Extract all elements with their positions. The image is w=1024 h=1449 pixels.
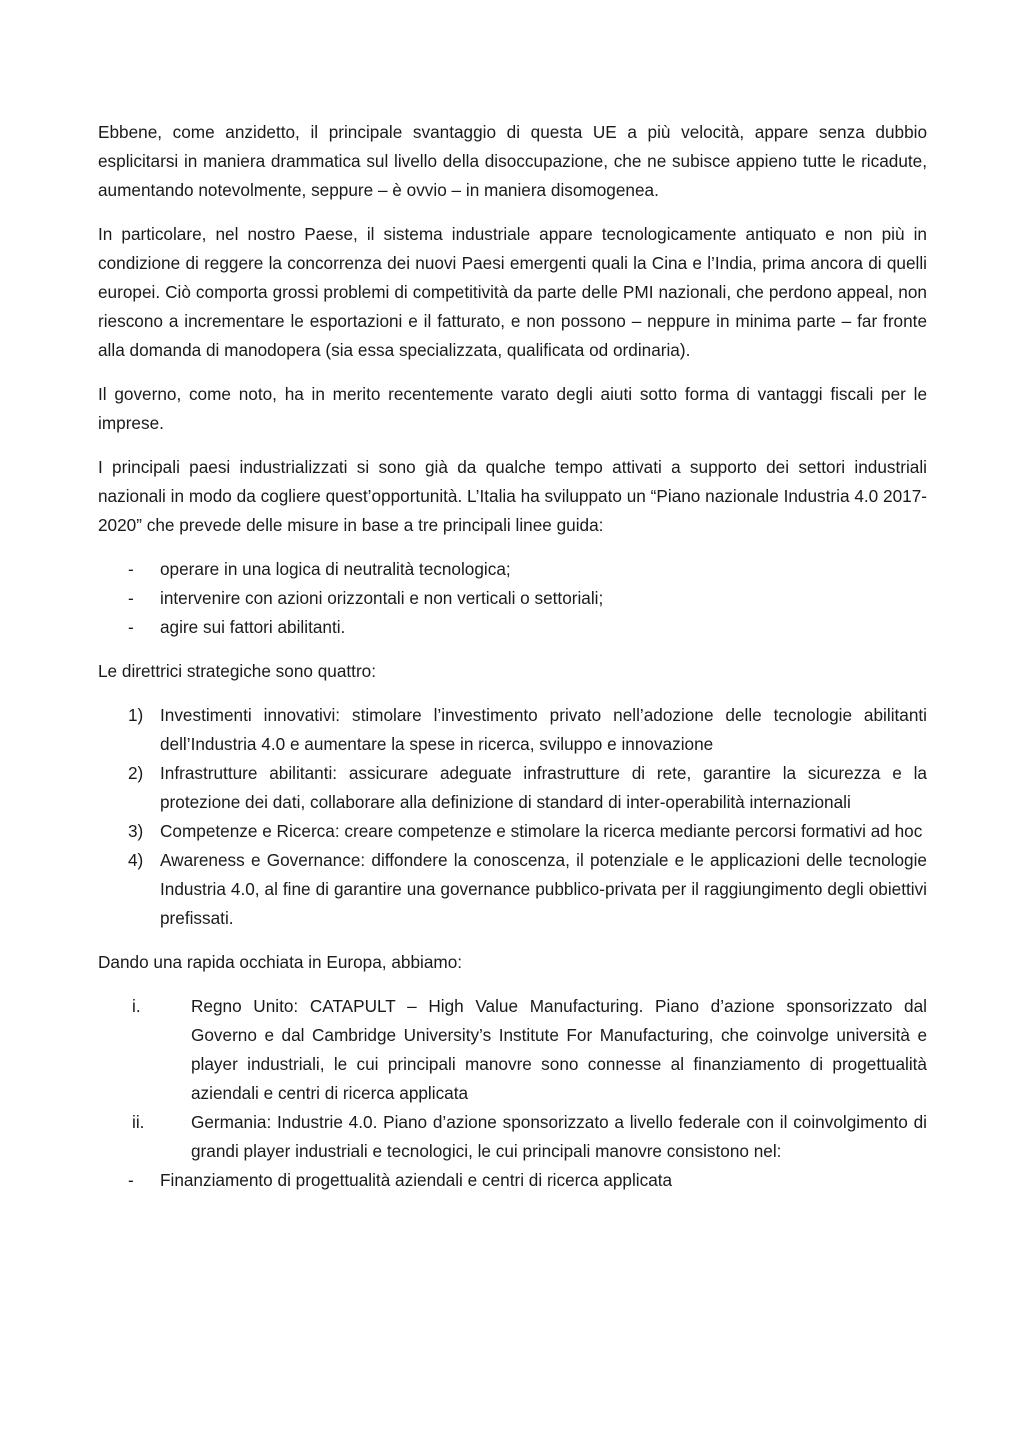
list-marker: -: [128, 559, 134, 579]
list-item-text: agire sui fattori abilitanti.: [160, 617, 346, 637]
list-item-text: Regno Unito: CATAPULT – High Value Manufacturing. Piano d’azione sponsorizzato dal Governo e dal Cambridge University’s Institute For Manufacturing, che coinvolge università e player industriali, le cui principali manovre sono connesse al finanziamento di progettualità aziendali e centri di ricerca applicata: [191, 996, 927, 1103]
list-marker: 4): [128, 850, 144, 870]
list-item: [98, 555, 927, 584]
list-marker: i.: [132, 996, 141, 1016]
list-marker: -: [128, 617, 134, 637]
list-item: [98, 1166, 927, 1195]
list-marker: -: [128, 588, 134, 608]
paragraph-government-aid: Il governo, come noto, ha in merito recentemente varato degli aiuti sotto forma di vantaggi fiscali per le imprese.: [98, 384, 927, 433]
list-marker: -: [128, 1170, 134, 1190]
list-item: [98, 992, 927, 1108]
list-marker: 3): [128, 821, 144, 841]
germany-measures-list: [98, 1166, 927, 1195]
list-marker: 2): [128, 763, 144, 783]
list-item: [98, 817, 927, 846]
paragraph-unemployment: Ebbene, come anzidetto, il principale svantaggio di questa UE a più velocità, appare senza dubbio esplicitarsi in maniera drammatica sul livello della disoccupazione, che ne subisce appieno tutte le ricadute, aumentando notevolmente, seppure – è ovvio – in maniera disomogenea.: [98, 122, 927, 200]
strategies-intro: Le direttrici strategiche sono quattro:: [98, 661, 377, 681]
paragraph-industrial-system: In particolare, nel nostro Paese, il sistema industriale appare tecnologicamente antiquato e non più in condizione di reggere la concorrenza dei nuovi Paesi emergenti quali la Cina e l’India, prima ancora di quelli europei. Ciò comporta grossi problemi di competitività da parte delle PMI nazionali, che perdono appeal, non riescono a incrementare le esportazioni e il fatturato, e non possono – neppure in minima parte – far fronte alla domanda di manodopera (sia essa specializzata, qualificata od ordinaria).: [98, 224, 927, 360]
europe-intro: Dando una rapida occhiata in Europa, abbiamo:: [98, 952, 463, 972]
list-item-text: Investimenti innovativi: stimolare l’investimento privato nell’adozione delle tecnologie abilitanti dell’Industria 4.0 e aumentare la spese in ricerca, sviluppo e innovazione: [160, 705, 927, 754]
europe-list: [98, 992, 927, 1166]
list-item-text: Germania: Industrie 4.0. Piano d’azione sponsorizzato a livello federale con il coinvolgimento di grandi player industriali e tecnologici, le cui principali manovre consistono nel:: [191, 1112, 927, 1161]
list-marker: 1): [128, 705, 144, 725]
list-item: [98, 584, 927, 613]
list-item: [98, 759, 927, 817]
list-item-text: intervenire con azioni orizzontali e non verticali o settoriali;: [160, 588, 604, 608]
guidelines-list: [98, 555, 927, 642]
list-item: [98, 701, 927, 759]
list-item-text: Awareness e Governance: diffondere la conoscenza, il potenziale e le applicazioni delle tecnologie Industria 4.0, al fine di garantire una governance pubblico-privata per il raggiungimento degli obiettivi prefissati.: [160, 850, 927, 928]
list-item-text: Infrastrutture abilitanti: assicurare adeguate infrastrutture di rete, garantire la sicurezza e la protezione dei dati, collaborare alla definizione di standard di inter-operabilità internazionali: [160, 763, 927, 812]
list-item-text: Finanziamento di progettualità aziendali e centri di ricerca applicata: [160, 1170, 673, 1190]
document-page: [98, 118, 927, 1210]
strategies-list: [98, 701, 927, 933]
paragraph-industria-plan: I principali paesi industrializzati si sono già da qualche tempo attivati a supporto dei settori industriali nazionali in modo da cogliere quest’opportunità. L’Italia ha sviluppato un “Piano nazionale Industria 4.0 2017-2020” che prevede delle misure in base a tre principali linee guida:: [98, 457, 927, 535]
list-item-text: operare in una logica di neutralità tecnologica;: [160, 559, 511, 579]
list-item: [98, 846, 927, 933]
list-item-text: Competenze e Ricerca: creare competenze e stimolare la ricerca mediante percorsi formativi ad hoc: [160, 821, 923, 841]
list-item: [98, 1108, 927, 1166]
list-marker: ii.: [132, 1112, 145, 1132]
list-item: [98, 613, 927, 642]
